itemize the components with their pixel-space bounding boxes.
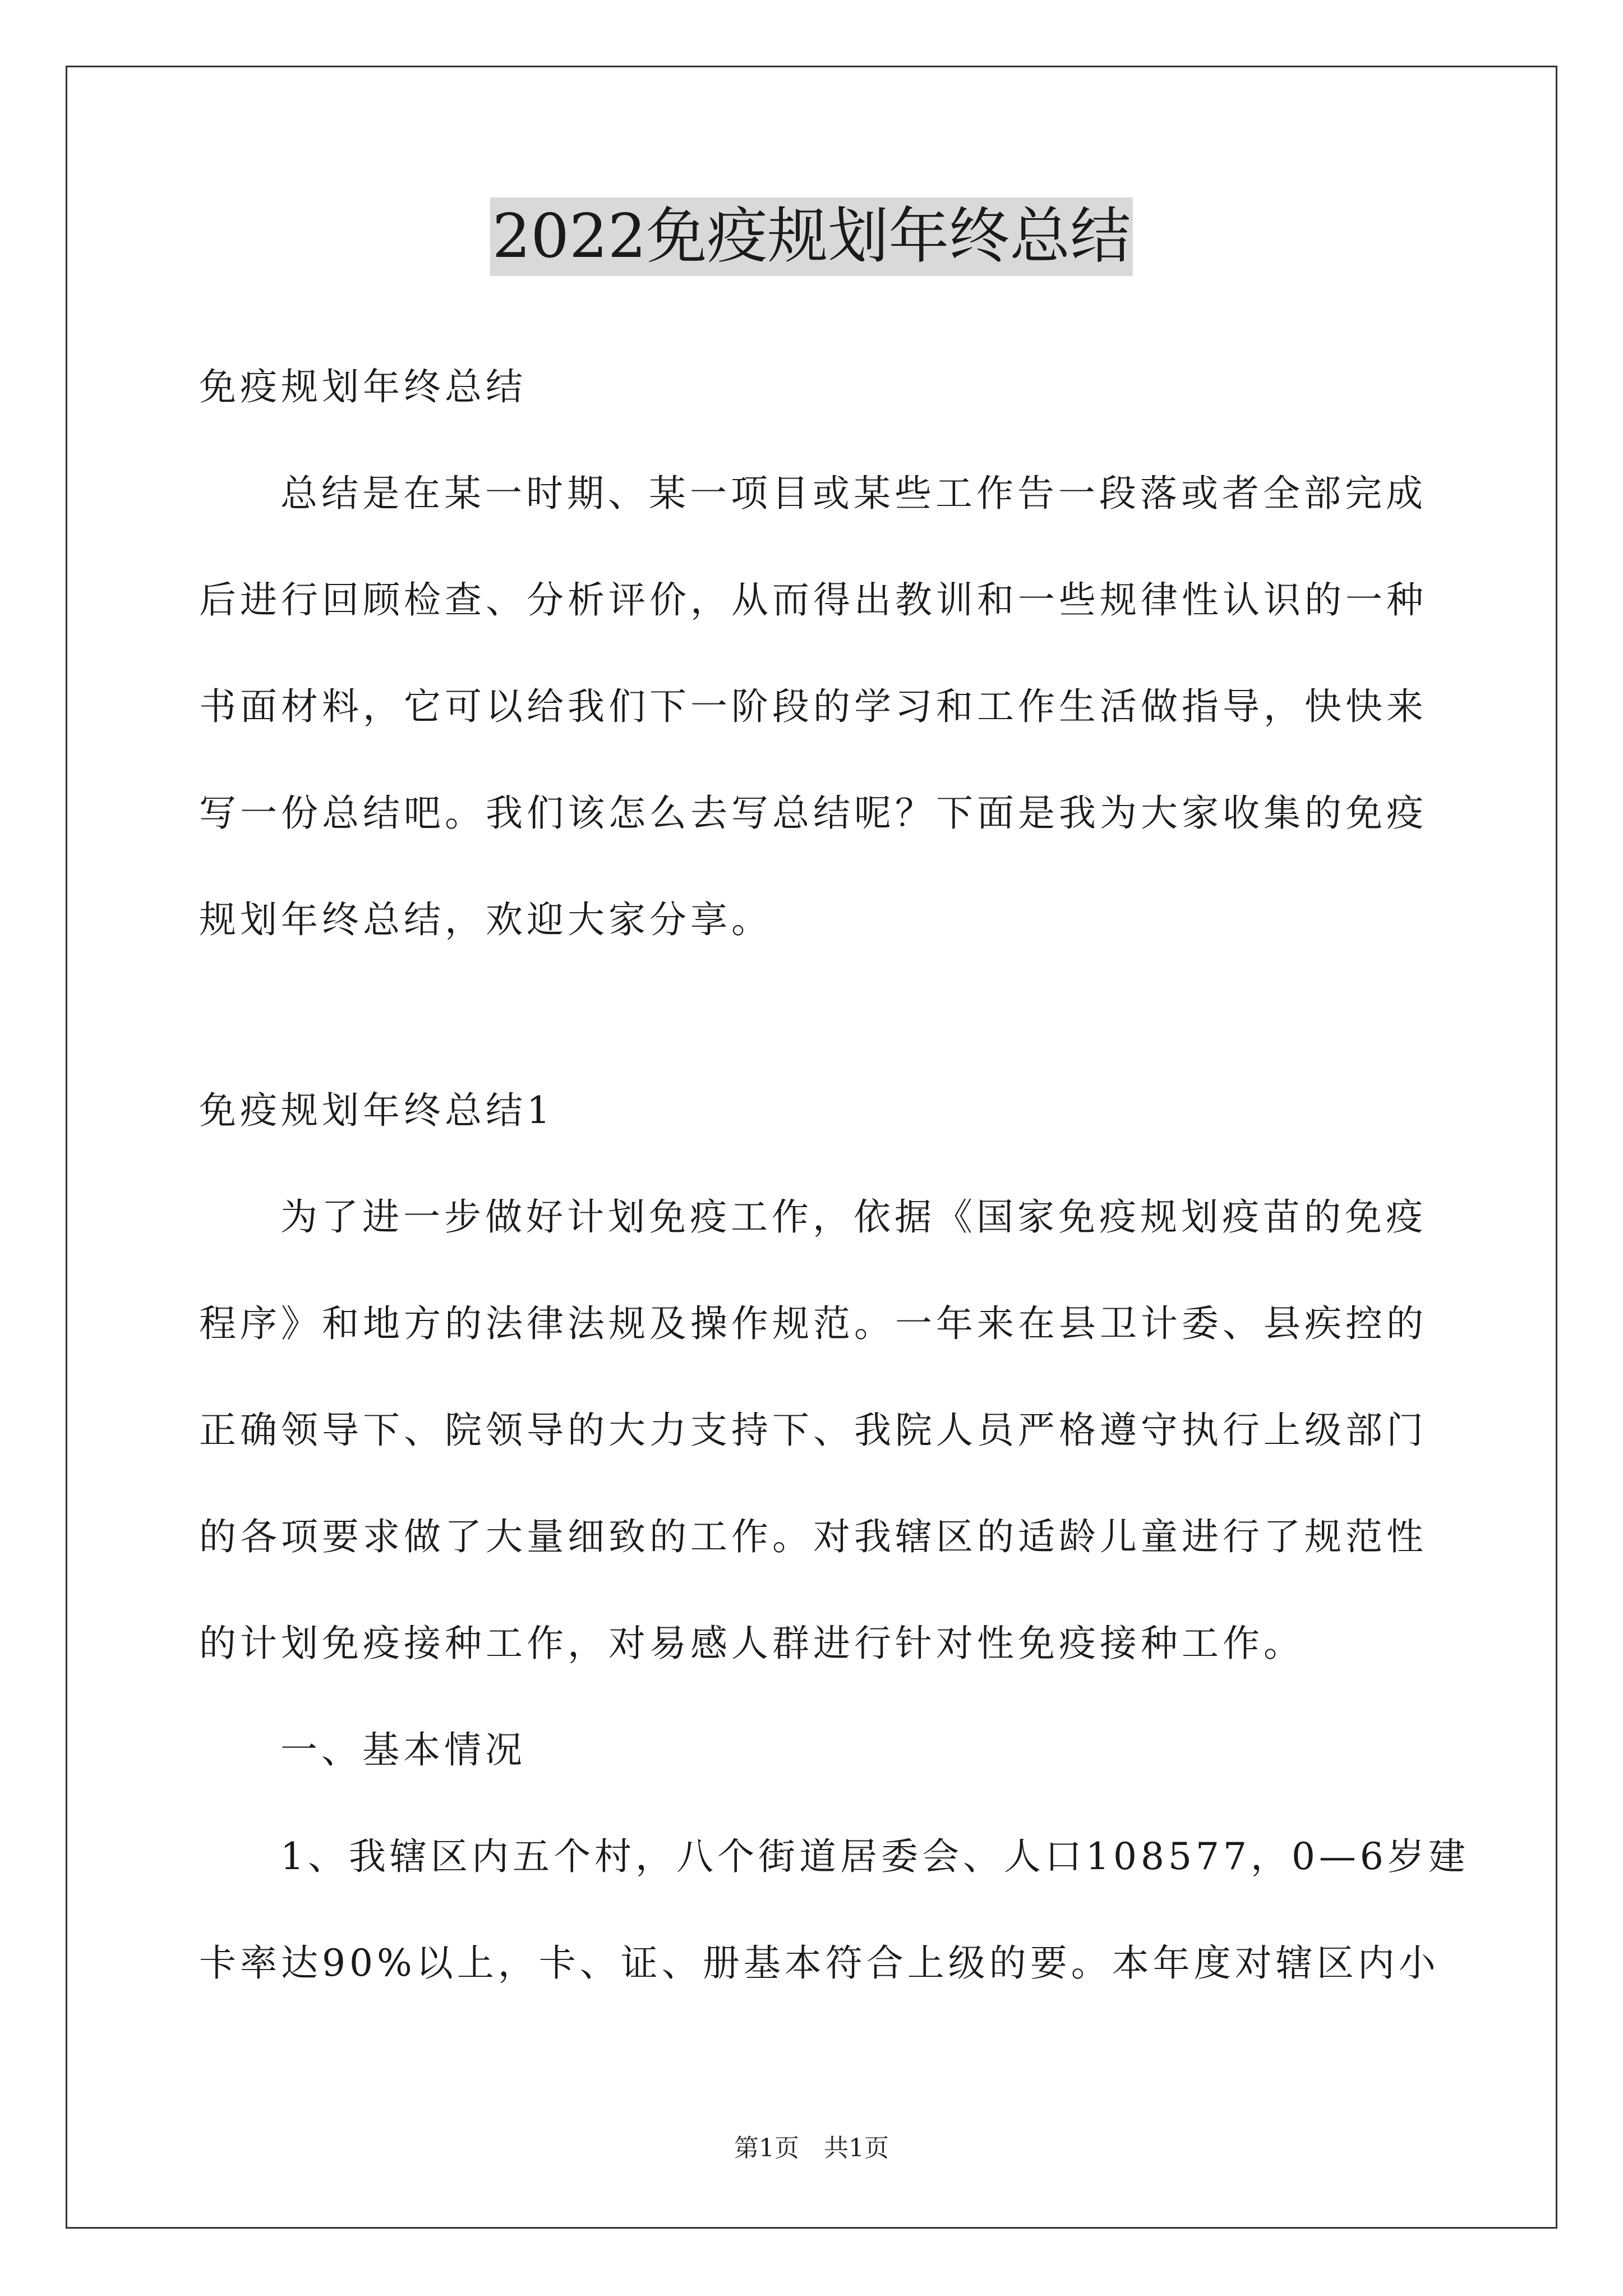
intro-line: 总结是在某一时期、某一项目或某些工作告一段落或者全部完成 <box>280 472 1427 515</box>
intro-line: 写一份总结吧。我们该怎么去写总结呢？下面是我为大家收集的免疫 <box>199 792 1427 835</box>
section-line: 的计划免疫接种工作，对易感人群进行针对性免疫接种工作。 <box>199 1622 1304 1665</box>
page-footer: 第1页 共1页 <box>734 2134 889 2162</box>
basic-line: 卡率达90%以上，卡、证、册基本符合上级的要。本年度对辖区内小 <box>199 1941 1440 1985</box>
section-line: 程序》和地方的法律法规及操作规范。一年来在县卫计委、县疾控的 <box>199 1302 1427 1345</box>
intro-line: 规划年终总结，欢迎大家分享。 <box>199 898 772 941</box>
intro-line: 书面材料，它可以给我们下一阶段的学习和工作生活做指导，快快来 <box>199 685 1427 728</box>
title-container <box>0 197 1623 276</box>
basic-line: 1、我辖区内五个村，八个街道居委会、人口108577，0—6岁建 <box>280 1835 1469 1878</box>
subtitle: 免疫规划年终总结 <box>199 365 527 408</box>
section-line: 的各项要求做了大量细致的工作。对我辖区的适龄儿童进行了规范性 <box>199 1515 1427 1558</box>
paragraph-gap <box>199 973 1427 1057</box>
section-heading: 免疫规划年终总结1 <box>199 1089 554 1132</box>
subheading-basic-situation: 一、基本情况 <box>280 1728 526 1772</box>
section-line: 正确领导下、院领导的大力支持下、我院人员严格遵守执行上级部门 <box>199 1409 1427 1452</box>
document-title: 2022免疫规划年终总结 <box>490 197 1133 276</box>
document-body <box>199 334 1469 2017</box>
intro-line: 后进行回顾检查、分析评价，从而得出教训和一些规律性认识的一种 <box>199 578 1427 622</box>
section-line: 为了进一步做好计划免疫工作，依据《国家免疫规划疫苗的免疫 <box>280 1195 1427 1239</box>
